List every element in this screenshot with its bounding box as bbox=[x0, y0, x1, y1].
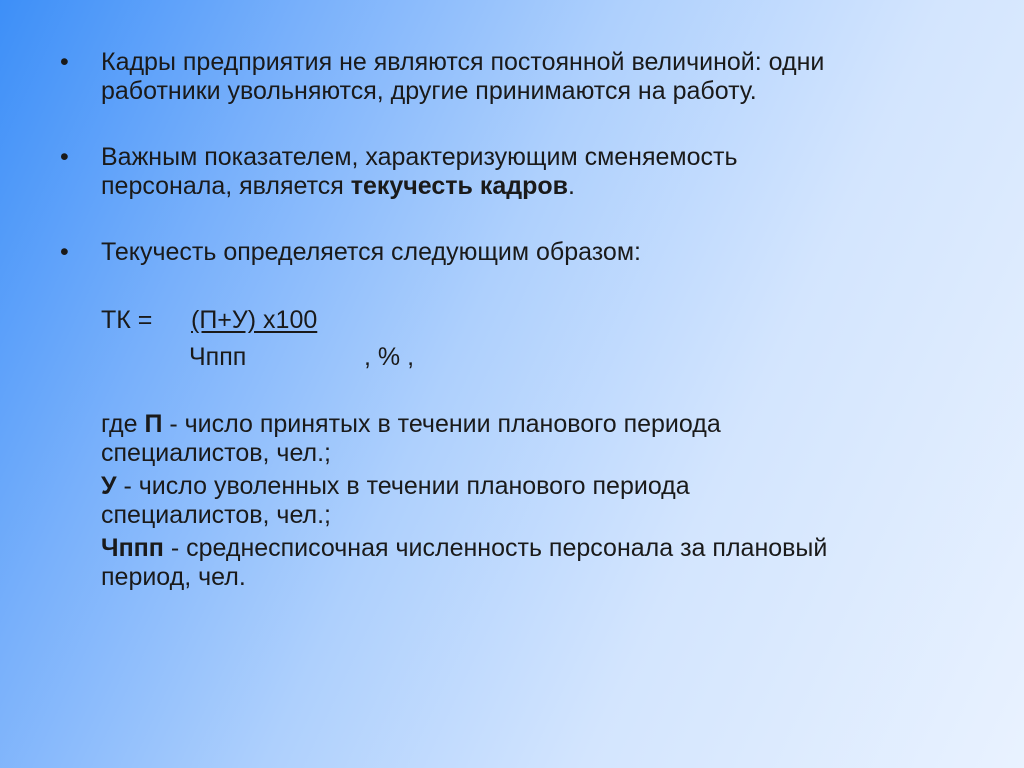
bullet-text bbox=[101, 143, 961, 201]
text-line bbox=[101, 172, 961, 201]
formula-unit: , % , bbox=[364, 343, 415, 371]
legend-prefix: где bbox=[101, 410, 145, 438]
text-line bbox=[101, 534, 961, 563]
bullet-marker: • bbox=[60, 48, 69, 76]
text-line: Текучесть определяется следующим образом: bbox=[101, 238, 641, 266]
text-line: период, чел. bbox=[101, 563, 246, 591]
bullet-marker: • bbox=[60, 238, 69, 266]
text-line: работники увольняются, другие принимаются на работу. bbox=[101, 77, 757, 105]
legend-term: П bbox=[144, 410, 163, 438]
formula-denominator: Чппп bbox=[189, 343, 247, 371]
legend-item-u bbox=[101, 472, 961, 530]
legend-item-p bbox=[101, 410, 961, 468]
text-line: специалистов, чел.; bbox=[101, 439, 332, 467]
text-line: Важным показателем, характеризующим сменяемость bbox=[101, 143, 738, 171]
legend-term: Чппп bbox=[101, 534, 164, 562]
legend-definition: - число принятых в течении планового периода bbox=[162, 410, 721, 438]
text-segment: . bbox=[568, 172, 575, 200]
bullet-text bbox=[101, 48, 961, 106]
formula-lhs: ТК = bbox=[101, 306, 153, 334]
legend-definition: - число уволенных в течении планового периода bbox=[116, 472, 690, 500]
formula-numerator: (П+У) х100 bbox=[191, 306, 318, 334]
text-line bbox=[101, 410, 961, 439]
legend-term: У bbox=[101, 472, 117, 500]
bullet-text bbox=[101, 238, 961, 267]
legend-item-chppp bbox=[101, 534, 961, 592]
text-line: Кадры предприятия не являются постоянной величиной: одни bbox=[101, 48, 825, 76]
text-segment: персонала, является bbox=[101, 172, 351, 200]
text-line bbox=[101, 472, 961, 501]
text-line: специалистов, чел.; bbox=[101, 501, 332, 529]
key-term: текучесть кадров bbox=[350, 172, 569, 200]
bullet-marker: • bbox=[60, 143, 69, 171]
legend-definition: - среднесписочная численность персонала за плановый bbox=[163, 534, 828, 562]
